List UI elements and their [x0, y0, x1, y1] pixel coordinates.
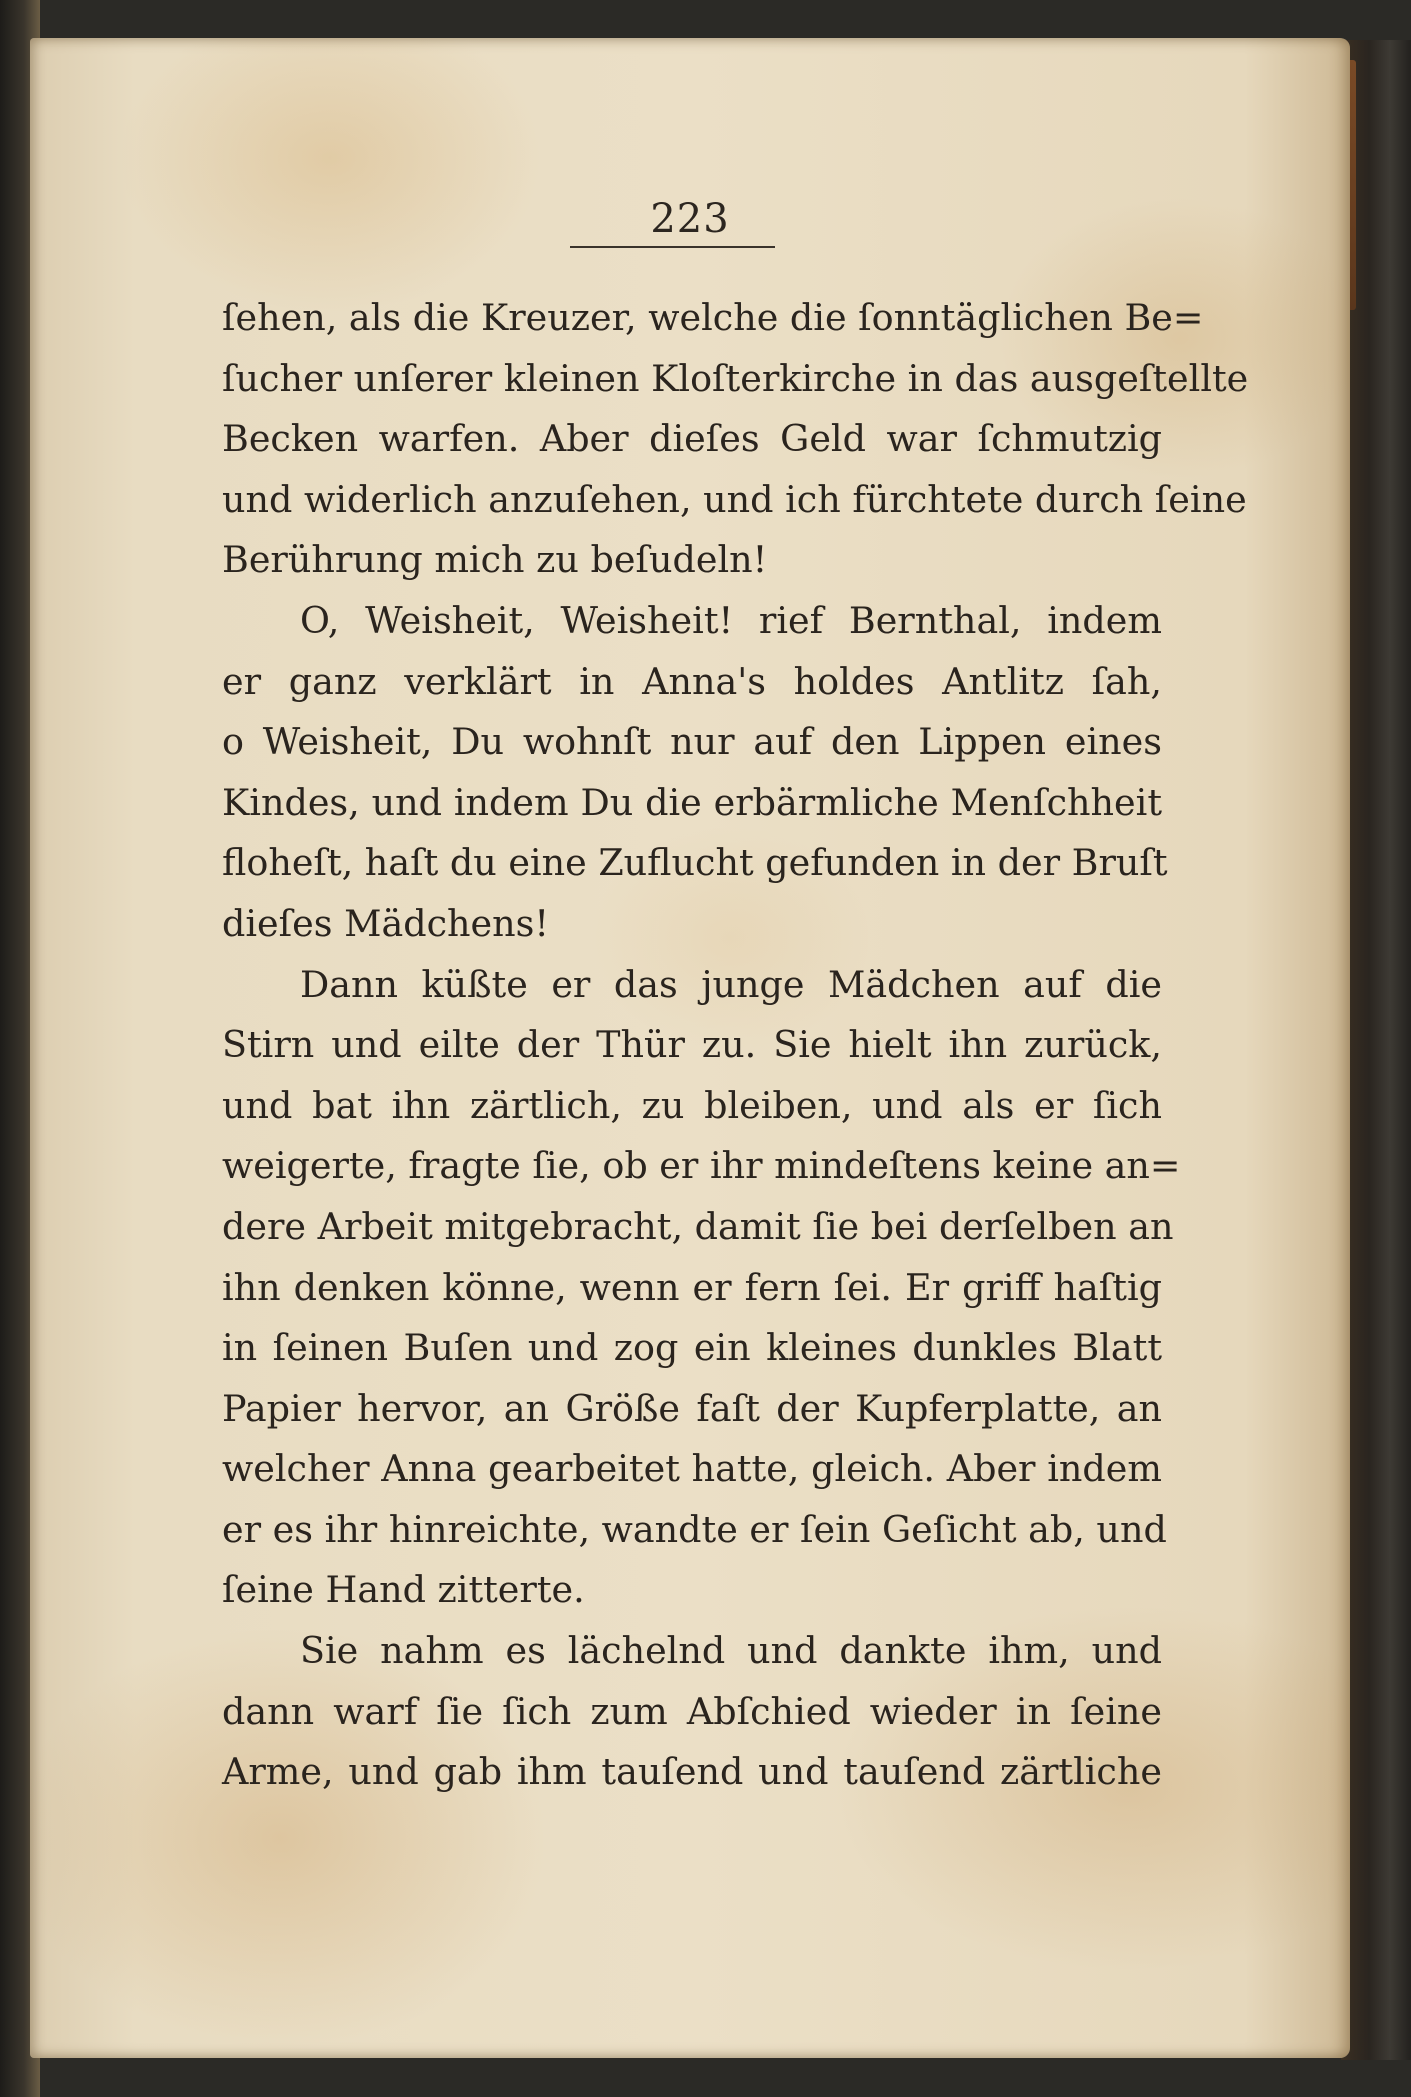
text-line: in ſeinen Buſen und zog ein kleines dunkles Blatt	[222, 1326, 1162, 1370]
header-rule	[570, 246, 775, 248]
body-text	[222, 288, 1249, 1803]
text-line: Arme, und gab ihm tauſend und tauſend zärtliche	[222, 1750, 1162, 1794]
text-line: und bat ihn zärtlich, zu bleiben, und als er ſich	[222, 1083, 1162, 1127]
text-line: ſehen, als die Kreuzer, welche die ſonntäglichen Be=	[222, 296, 1204, 339]
book-cover-edge	[1341, 40, 1411, 2060]
text-line: ſeine Hand zitterte.	[222, 1568, 585, 1612]
text-line: dann warf ſie ſich zum Abſchied wieder in ſeine	[222, 1689, 1162, 1733]
text-line: dere Arbeit mitgebracht, damit ſie bei derſelben an	[222, 1204, 1174, 1248]
text-line: Dann küßte er das junge Mädchen auf die	[300, 962, 1162, 1006]
text-line: Papier hervor, an Größe faſt der Kupferplatte, an	[222, 1386, 1162, 1430]
text-line: dieſes Mädchens!	[222, 901, 550, 945]
text-line: und widerlich anzuſehen, und ich fürchtete durch ſeine	[222, 477, 1247, 521]
text-line: Sie nahm es lächelnd und dankte ihm, und	[300, 1629, 1162, 1673]
text-line: weigerte, fragte ſie, ob er ihr mindeſtens keine an=	[222, 1144, 1181, 1188]
text-line: er ganz verklärt in Anna's holdes Antlitz ſah,	[222, 659, 1162, 703]
text-line: er es ihr hinreichte, wandte er ſein Geſicht ab, und	[222, 1507, 1167, 1551]
page-number: 223	[650, 196, 730, 242]
text-line: Becken warfen. Aber dieſes Geld war ſchmutzig	[222, 417, 1162, 461]
text-line: ſucher unſerer kleinen Kloſterkirche in das ausgeſtellte	[222, 356, 1249, 400]
text-line: Berührung mich zu beſudeln!	[222, 538, 768, 582]
text-line: O, Weisheit, Weisheit! rief Bernthal, indem	[300, 598, 1162, 642]
text-line: Kindes, und indem Du die erbärmliche Menſchheit	[222, 780, 1162, 824]
text-line: ihn denken könne, wenn er fern ſei. Er griff haſtig	[222, 1265, 1162, 1309]
text-line: Stirn und eilte der Thür zu. Sie hielt ihn zurück,	[222, 1023, 1162, 1067]
text-line: floheſt, haſt du eine Zuflucht gefunden in der Bruſt	[222, 841, 1168, 885]
book-page	[30, 38, 1350, 2058]
text-line: o Weisheit, Du wohnſt nur auf den Lippen eines	[222, 720, 1162, 764]
text-line: welcher Anna gearbeitet hatte, gleich. Aber indem	[222, 1447, 1162, 1491]
